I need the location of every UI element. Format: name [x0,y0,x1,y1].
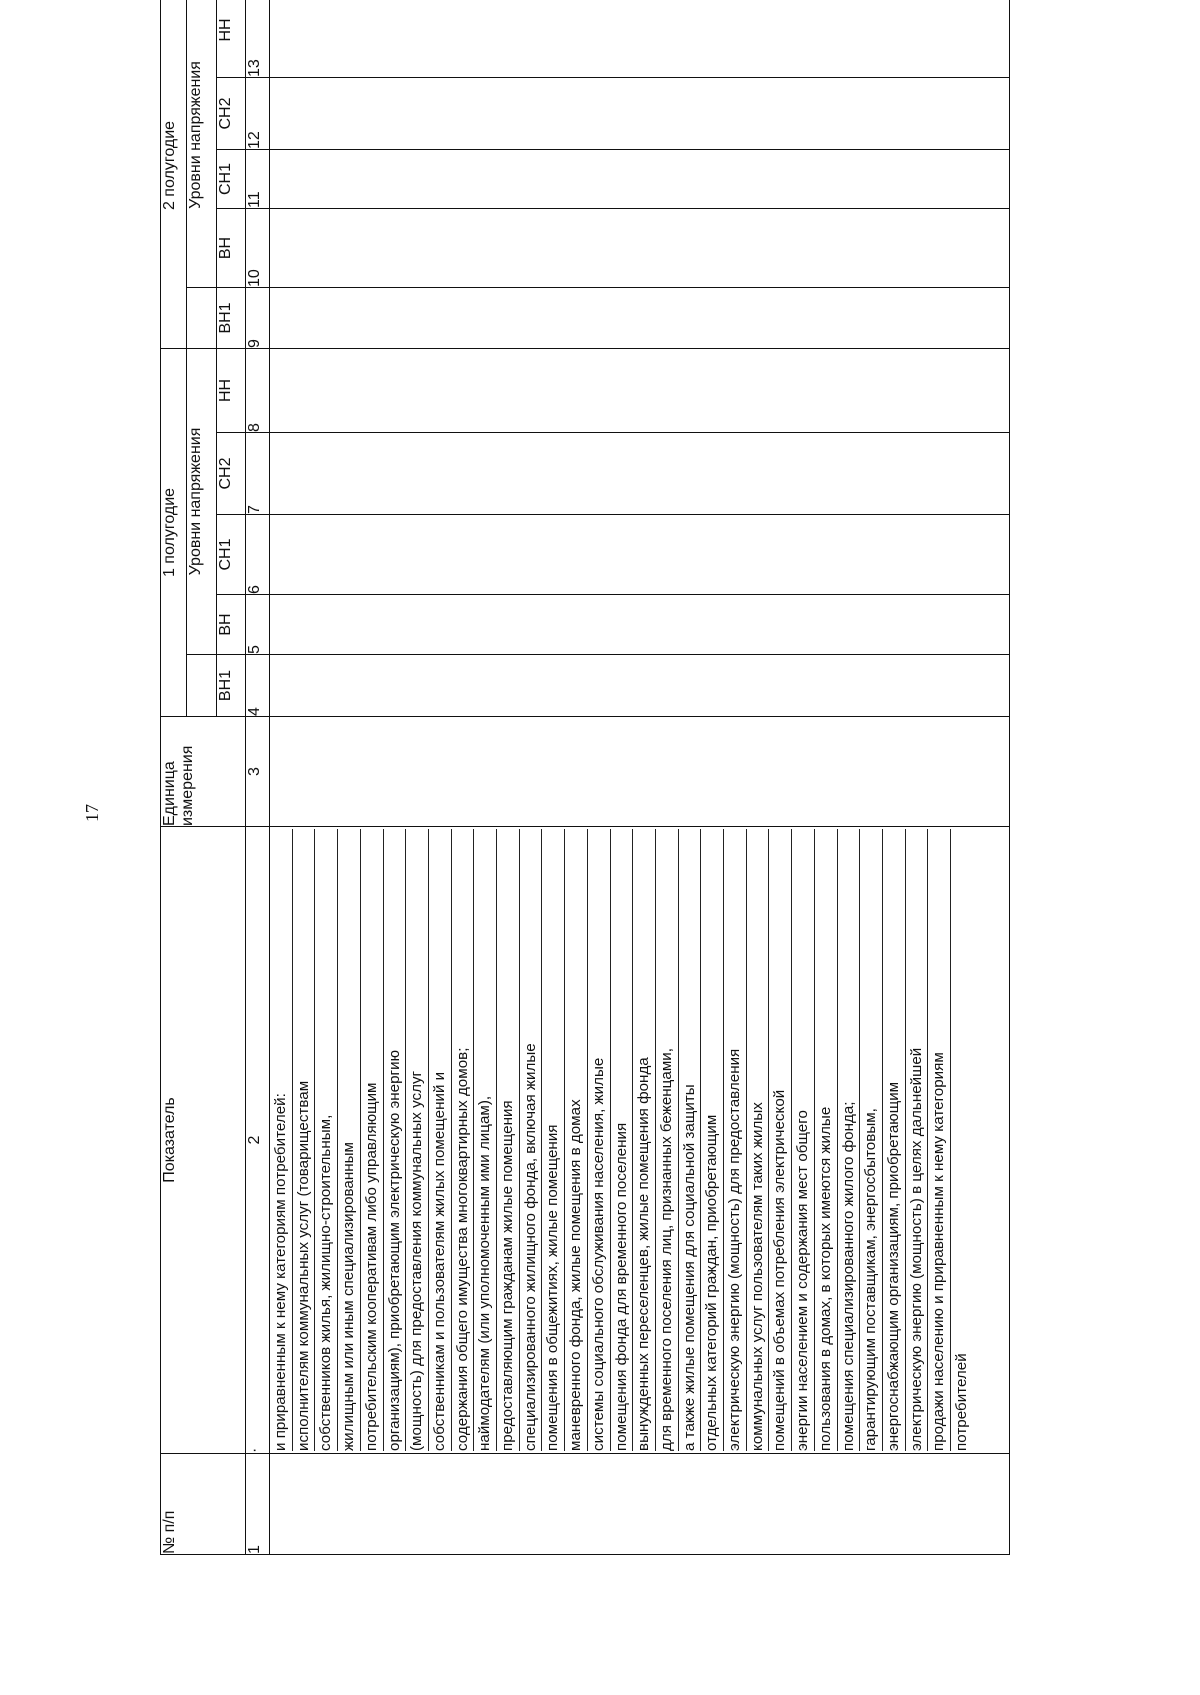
rotated-table-wrapper [160,18,1010,1555]
value-cell-vn1-1 [270,655,1010,717]
value-cell-sn2-2 [270,77,1010,149]
column-number-11: 11 [246,149,270,208]
value-cell-sn1-1 [270,515,1010,595]
description-line: энергии населением и содержания мест общего [792,829,815,1451]
column-number-1: 1 [246,1454,270,1555]
column-number-13: 13 [246,0,270,77]
description-line: коммунальных услуг пользователям таких жилых [747,829,770,1451]
description-line: помещения специализированного жилого фонда; [838,829,861,1451]
description-line: организациям), приобретающим электрическую энергию [384,829,407,1451]
header-half-1-vn1-blank [187,655,217,717]
indicator-description [270,827,973,1453]
description-line: пользования в домах, в которых имеются жилые [815,829,838,1451]
header-sn2-2: СН2 [217,77,246,149]
table-row [270,0,1010,1555]
description-line: жилищным или иным специализированным [338,829,361,1451]
value-cell-nn-1 [270,348,1010,432]
description-line: гарантирующим поставщикам, энергосбытовым, [860,829,883,1451]
column-number-5: 5 [246,595,270,655]
description-line: предоставляющим гражданам жилые помещения [497,829,520,1451]
description-line: помещения фонда для временного поселения [611,829,634,1451]
description-line: продажи населению и приравненным к нему категориям [928,829,951,1451]
header-sn2-1: СН2 [217,433,246,515]
column-number-4: 4 [246,655,270,717]
tariff-table [160,0,1010,1555]
column-number-7: 7 [246,433,270,515]
column-number-12: 12 [246,77,270,149]
indicator-description-cell [270,827,1010,1454]
description-line: помещения в общежитиях, жилые помещения [542,829,565,1451]
header-half-2: 2 полугодие [161,0,187,348]
column-number-10: 10 [246,208,270,287]
page-number: 17 [82,804,102,822]
description-line: потребительским кооперативам либо управляющим [361,829,384,1451]
header-indicator: Показатель [161,827,246,1454]
header-number: № п/п [161,1454,246,1555]
description-line: отдельных категорий граждан, приобретающим [701,829,724,1451]
description-line: энергоснабжающим организациям, приобретающим [883,829,906,1451]
header-half-2-vn1-blank [187,287,217,348]
description-line: исполнителям коммунальных услуг (товариществам [293,829,316,1451]
header-nn-2: НН [217,0,246,77]
description-line: а также жилые помещения для социальной защиты [679,829,702,1451]
description-line: помещений в объемах потребления электрической [769,829,792,1451]
header-vn-1: ВН [217,595,246,655]
description-line: маневренного фонда, жилые помещения в домах [565,829,588,1451]
description-line: собственников жилья, жилищно-строительным, [315,829,338,1451]
value-cell-nn-2 [270,0,1010,77]
header-voltage-levels-2: Уровни напряжения [187,0,217,287]
column-number-8: 8 [246,348,270,432]
header-unit: Единица измерения [161,717,246,827]
description-line: собственникам и пользователям жилых помещений и [429,829,452,1451]
column-number-3: 3 [246,717,270,827]
description-line: электрическую энергию (мощность) для предоставления [724,829,747,1451]
column-number-2-cell [246,827,270,1454]
value-cell-vn-2 [270,208,1010,287]
header-sn1-2: СН1 [217,149,246,208]
header-sn1-1: СН1 [217,515,246,595]
header-half-1: 1 полугодие [161,348,187,716]
header-voltage-levels-1: Уровни напряжения [187,348,217,654]
description-line: вынужденных переселенцев, жилые помещения фонда [633,829,656,1451]
header-vn-2: ВН [217,208,246,287]
description-line: для временного поселения лиц, признанных беженцами, [656,829,679,1451]
description-line: (мощность) для предоставления коммунальных услуг [406,829,429,1451]
value-cell-sn2-1 [270,433,1010,515]
row-marker: · [246,1447,263,1453]
column-number-6: 6 [246,515,270,595]
row-number-cell [270,1454,1010,1555]
header-vn1-2: ВН1 [217,287,246,348]
description-line: специализированного жилищного фонда, включая жилые [520,829,543,1451]
description-line: системы социального обслуживания населения, жилые [588,829,611,1451]
description-line: потребителей [953,1353,971,1451]
description-line: наймодателям (или уполномоченным ими лицам), [474,829,497,1451]
value-cell-sn1-2 [270,149,1010,208]
value-cell-vn1-2 [270,287,1010,348]
description-line: содержания общего имущества многоквартирных домов; [452,829,475,1451]
column-number-2: 2 [246,1135,263,1145]
description-line: и приравненным к нему категориям потребителей: [270,829,293,1451]
header-vn1-1: ВН1 [217,655,246,717]
description-line: электрическую энергию (мощность) в целях дальнейшей [906,829,929,1451]
column-number-9: 9 [246,287,270,348]
unit-cell [270,717,1010,827]
value-cell-vn-1 [270,595,1010,655]
header-nn-1: НН [217,348,246,432]
column-number-row [246,0,270,1555]
